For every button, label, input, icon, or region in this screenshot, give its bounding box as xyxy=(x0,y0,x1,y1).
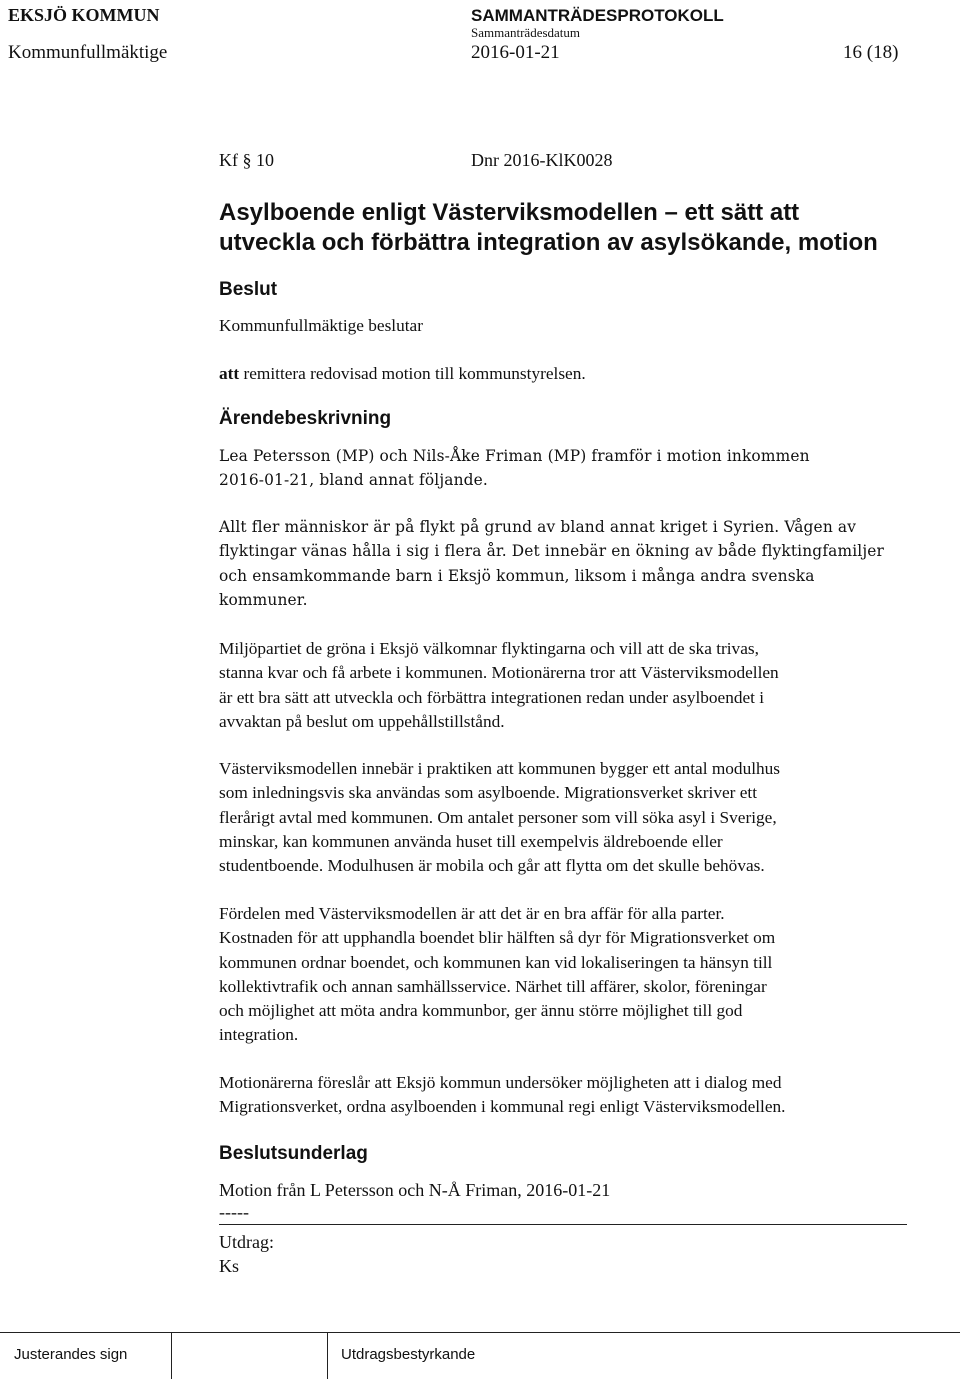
separator-dashes: ----- xyxy=(219,1202,249,1222)
extract-label: Utdrag: xyxy=(219,1232,274,1252)
att-word: att xyxy=(219,364,240,383)
text-line: som inledningsvis ska användas som asylboende. Migrationsverket skriver ett xyxy=(219,783,758,803)
text-line: integration. xyxy=(219,1025,299,1045)
text-line: och möjlighet att möta andra kommunbor, ger ännu större möjlighet till god xyxy=(219,1001,743,1021)
paragraph xyxy=(219,902,775,1048)
section-heading-underlag: Beslutsunderlag xyxy=(219,1143,368,1164)
paragraph xyxy=(219,444,810,493)
text-line: Miljöpartiet de gröna i Eksjö välkomnar flyktingarna och vill att de ska trivas, xyxy=(219,639,759,658)
page-number: 16 (18) xyxy=(843,42,899,63)
text-line: avvaktan på beslut om uppehållstillstånd. xyxy=(219,711,505,731)
att-text: remittera redovisad motion till kommunstyrelsen. xyxy=(243,364,586,383)
footer-divider xyxy=(171,1333,172,1379)
text-line: Allt fler människor är på flykt på grund av bland annat kriget i Syrien. Vågen av xyxy=(219,518,857,536)
text-line: flerårigt avtal med kommunen. Om antalet personer som vill söka asyl i Sverige, xyxy=(219,807,777,827)
decision-clause xyxy=(219,362,586,386)
basis-item: Motion från L Petersson och N-Å Friman, 2016-01-21 xyxy=(219,1180,611,1200)
decision-intro: Kommunfullmäktige beslutar xyxy=(219,316,423,335)
extract-recipient: Ks xyxy=(219,1256,240,1276)
sign-label: Justerandes sign xyxy=(14,1346,128,1363)
text-line: minskar, kan kommunen använda huset till exempelvis äldreboende eller xyxy=(219,831,723,851)
text-line: flyktingar vänas hålla i sig i flera år. Det innebär en ökning av både flyktingfamiljer xyxy=(219,542,885,561)
text-line: kollektivtrafik och annan samhällsservice. Närhet till affärer, skolor, föreningar xyxy=(219,976,767,996)
text-line: kommunen ordnar boendet, och kommunen kan vid lokaliseringen ta hänsyn till xyxy=(219,952,773,972)
paragraph xyxy=(219,515,884,612)
text-line: stanna kvar och få arbete i kommunen. Motionärerna tror att Västerviksmodellen xyxy=(219,663,779,683)
text-line: Västerviksmodellen innebär i praktiken att kommunen bygger ett antal modulhus xyxy=(219,759,781,778)
date-label: Sammanträdesdatum xyxy=(471,25,581,40)
text-line: Fördelen med Västerviksmodellen är att det är en bra affär för alla parter. xyxy=(219,904,725,923)
certification-label: Utdragsbestyrkande xyxy=(341,1346,476,1363)
meeting-date: 2016-01-21 xyxy=(471,42,560,63)
meeting-body: Kommunfullmäktige xyxy=(8,42,168,63)
text-line: Migrationsverket, ordna asylboenden i kommunal regi enligt Västerviksmodellen. xyxy=(219,1097,786,1117)
paragraph xyxy=(219,1071,785,1120)
municipality-name: EKSJÖ KOMMUN xyxy=(8,5,160,25)
footer-divider xyxy=(327,1333,328,1379)
text-line: och ensamkommande barn i Eksjö kommun, liksom i många andra svenska xyxy=(219,566,815,585)
text-line: Kostnaden för att upphandla boendet blir hälften så dyr för Migrationsverket om xyxy=(219,928,776,948)
page-title xyxy=(219,198,878,258)
footer-rule xyxy=(0,1332,960,1333)
document-type: SAMMANTRÄDESPROTOKOLL xyxy=(471,6,724,25)
paragraph-number: Kf § 10 xyxy=(219,150,274,170)
title-line: utveckla och förbättra integration av asylsökande, motion xyxy=(219,229,878,256)
paragraph xyxy=(219,637,779,734)
text-line: kommuner. xyxy=(219,590,308,609)
text-line: Motionärerna föreslår att Eksjö kommun undersöker möjligheten att i dialog med xyxy=(219,1073,782,1092)
section-heading-beslut: Beslut xyxy=(219,279,278,300)
section-heading-arende: Ärendebeskrivning xyxy=(219,408,392,429)
diary-number: Dnr 2016-KlK0028 xyxy=(471,150,613,170)
title-line: Asylboende enligt Västerviksmodellen – ett sätt att xyxy=(219,199,800,226)
text-line: studentboende. Modulhusen är mobila och går att flytta om det skulle behövas. xyxy=(219,856,765,876)
text-line: Lea Petersson (MP) och Nils-Åke Friman (MP) framför i motion inkommen xyxy=(219,447,810,465)
text-line: 2016-01-21, bland annat följande. xyxy=(219,471,488,490)
paragraph xyxy=(219,757,780,878)
text-line: är ett bra sätt att utveckla och förbättra integrationen redan under asylboendet i xyxy=(219,687,765,707)
separator-rule xyxy=(219,1224,907,1225)
